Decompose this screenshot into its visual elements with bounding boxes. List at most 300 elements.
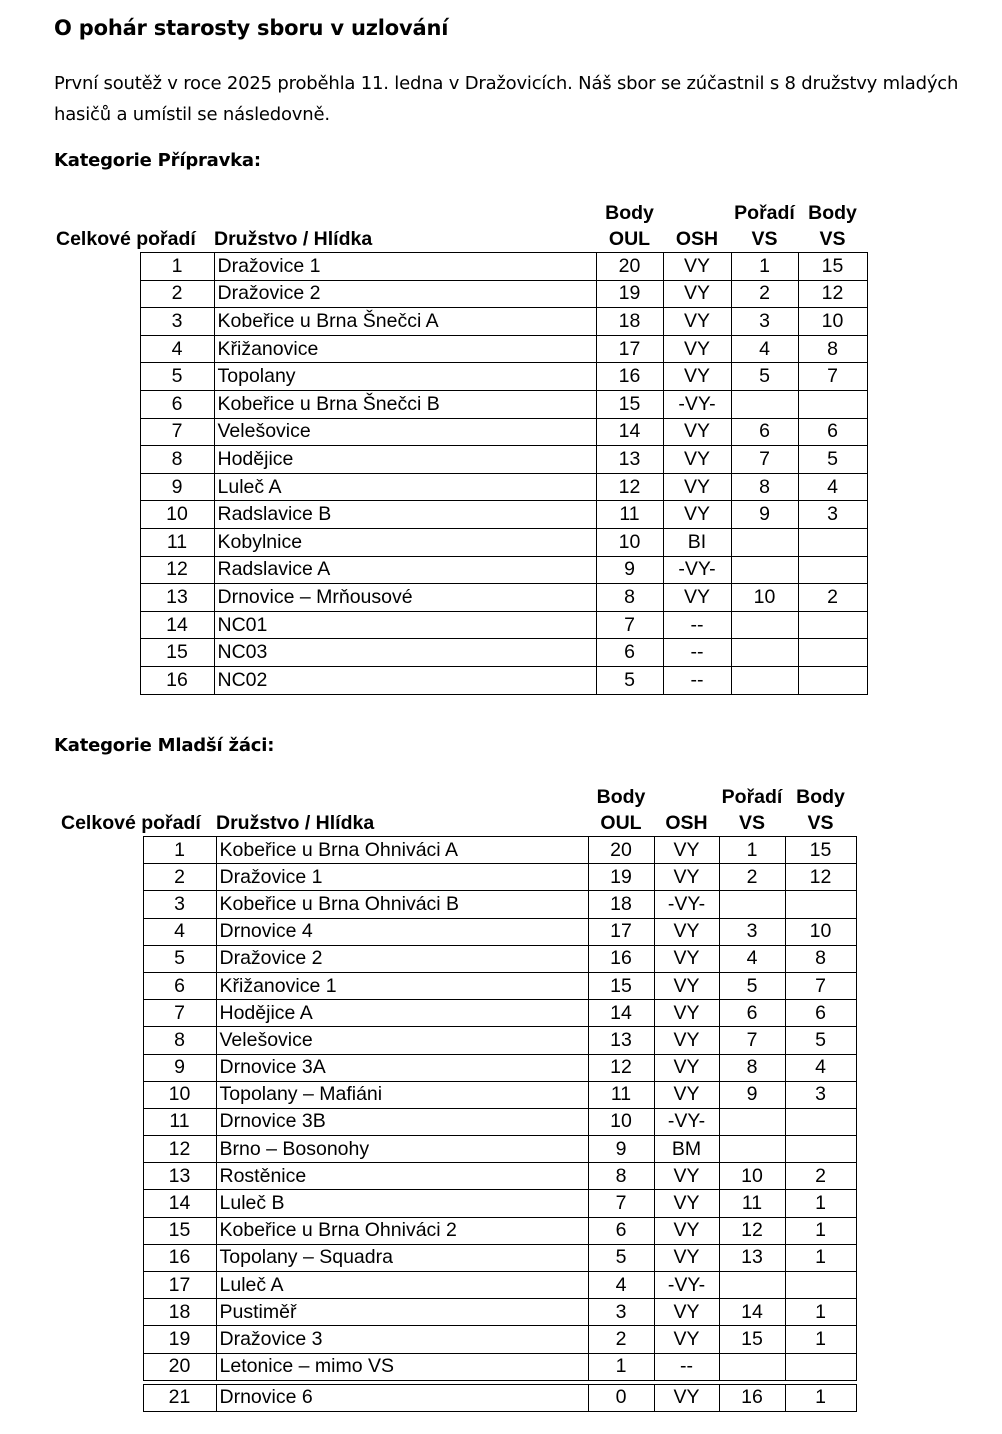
cell-rank: 4 bbox=[143, 918, 216, 945]
cell-osh: VY bbox=[654, 864, 719, 891]
cell-rank: 10 bbox=[143, 1081, 216, 1108]
cell-team: Kobeřice u Brna Ohniváci A bbox=[216, 837, 588, 864]
table-row bbox=[56, 611, 867, 639]
cell-rank: 13 bbox=[140, 584, 214, 612]
cell-poradi-vs bbox=[731, 556, 798, 584]
cell-rank: 12 bbox=[143, 1136, 216, 1163]
cell-osh: -VY- bbox=[663, 390, 731, 418]
cell-rank: 6 bbox=[143, 972, 216, 999]
cell-body-oul: 10 bbox=[588, 1108, 654, 1135]
cell-team: Hodějice bbox=[214, 446, 596, 474]
cell-body-vs: 7 bbox=[785, 972, 856, 999]
cell-team: Luleč B bbox=[216, 1190, 588, 1217]
cell-body-vs bbox=[798, 666, 867, 694]
cell-body-oul: 19 bbox=[588, 864, 654, 891]
cell-body-vs: 3 bbox=[798, 501, 867, 529]
table-row bbox=[61, 1384, 856, 1411]
cell-body-oul: 11 bbox=[588, 1081, 654, 1108]
cell-body-oul: 0 bbox=[588, 1384, 654, 1411]
cell-rank: 8 bbox=[143, 1027, 216, 1054]
cell-poradi-vs: 9 bbox=[719, 1081, 785, 1108]
cell-team: Drnovice 6 bbox=[216, 1384, 588, 1411]
cell-osh: -- bbox=[654, 1353, 719, 1380]
cell-body-oul: 13 bbox=[596, 446, 663, 474]
cell-poradi-vs: 3 bbox=[731, 308, 798, 336]
cell-team: Dražovice 1 bbox=[216, 864, 588, 891]
table-row bbox=[56, 446, 867, 474]
cell-poradi-vs: 6 bbox=[731, 418, 798, 446]
table-row bbox=[61, 1136, 856, 1163]
row-spacer bbox=[56, 418, 140, 446]
header-body-vs-top: Body bbox=[796, 786, 845, 808]
cell-osh: VY bbox=[654, 1000, 719, 1027]
row-spacer bbox=[61, 972, 143, 999]
cell-body-vs: 8 bbox=[798, 335, 867, 363]
cell-body-vs bbox=[785, 1136, 856, 1163]
cell-poradi-vs: 11 bbox=[719, 1190, 785, 1217]
cell-osh: VY bbox=[663, 363, 731, 391]
cell-osh: VY bbox=[654, 837, 719, 864]
cell-rank: 17 bbox=[143, 1272, 216, 1299]
table-row bbox=[56, 418, 867, 446]
cell-poradi-vs bbox=[731, 528, 798, 556]
cell-body-vs bbox=[798, 556, 867, 584]
cell-poradi-vs bbox=[719, 1108, 785, 1135]
results-table-mladsi-zaci bbox=[61, 784, 857, 1412]
table-row bbox=[61, 972, 856, 999]
cell-poradi-vs: 15 bbox=[719, 1326, 785, 1353]
cell-osh: VY bbox=[654, 1081, 719, 1108]
cell-osh: -- bbox=[663, 611, 731, 639]
table-row bbox=[56, 280, 867, 308]
cell-body-oul: 19 bbox=[596, 280, 663, 308]
cell-osh: VY bbox=[663, 584, 731, 612]
cell-poradi-vs bbox=[731, 611, 798, 639]
cell-rank: 4 bbox=[140, 335, 214, 363]
cell-body-vs: 1 bbox=[785, 1384, 856, 1411]
cell-rank: 2 bbox=[143, 864, 216, 891]
row-spacer bbox=[56, 611, 140, 639]
table-row bbox=[61, 1272, 856, 1299]
cell-rank: 21 bbox=[143, 1384, 216, 1411]
cell-body-oul: 3 bbox=[588, 1299, 654, 1326]
cell-team: Topolany – Squadra bbox=[216, 1244, 588, 1271]
row-spacer bbox=[56, 473, 140, 501]
cell-osh: VY bbox=[654, 1326, 719, 1353]
cell-osh: -- bbox=[663, 666, 731, 694]
table-row bbox=[61, 1353, 856, 1380]
table-row bbox=[56, 390, 867, 418]
cell-body-vs bbox=[785, 1108, 856, 1135]
cell-poradi-vs: 8 bbox=[719, 1054, 785, 1081]
cell-poradi-vs bbox=[719, 891, 785, 918]
header-osh: OSH bbox=[665, 812, 708, 834]
table-row bbox=[61, 1108, 856, 1135]
row-spacer bbox=[61, 1217, 143, 1244]
cell-poradi-vs: 13 bbox=[719, 1244, 785, 1271]
cell-body-oul: 12 bbox=[596, 473, 663, 501]
cell-body-vs: 2 bbox=[798, 584, 867, 612]
cell-rank: 1 bbox=[140, 253, 214, 281]
cell-body-vs bbox=[785, 1353, 856, 1380]
cell-poradi-vs: 1 bbox=[719, 837, 785, 864]
row-spacer bbox=[61, 1136, 143, 1163]
table-row bbox=[56, 473, 867, 501]
cell-poradi-vs: 2 bbox=[719, 864, 785, 891]
row-spacer bbox=[61, 1108, 143, 1135]
table-row bbox=[56, 666, 867, 694]
row-spacer bbox=[61, 1384, 143, 1411]
header-poradi-top: Pořadí bbox=[721, 786, 783, 808]
header-oul: OUL bbox=[608, 228, 651, 250]
header-vs2: VS bbox=[807, 812, 834, 834]
cell-poradi-vs: 6 bbox=[719, 1000, 785, 1027]
cell-poradi-vs bbox=[731, 390, 798, 418]
cell-poradi-vs: 10 bbox=[719, 1163, 785, 1190]
cell-rank: 9 bbox=[143, 1054, 216, 1081]
cell-body-oul: 17 bbox=[588, 918, 654, 945]
cell-body-vs: 15 bbox=[798, 253, 867, 281]
row-spacer bbox=[56, 308, 140, 336]
row-spacer bbox=[61, 1326, 143, 1353]
cell-poradi-vs: 14 bbox=[719, 1299, 785, 1326]
row-spacer bbox=[56, 280, 140, 308]
cell-poradi-vs bbox=[719, 1353, 785, 1380]
header-druzstvo: Družstvo / Hlídka bbox=[216, 812, 375, 834]
cell-body-oul: 20 bbox=[588, 837, 654, 864]
cell-rank: 3 bbox=[140, 308, 214, 336]
row-spacer bbox=[61, 1272, 143, 1299]
row-spacer bbox=[61, 1081, 143, 1108]
cell-body-oul: 6 bbox=[596, 639, 663, 667]
cell-body-vs: 10 bbox=[798, 308, 867, 336]
table-row bbox=[61, 1244, 856, 1271]
cell-body-oul: 18 bbox=[596, 308, 663, 336]
header-vs2: VS bbox=[819, 228, 846, 250]
cell-body-vs: 4 bbox=[798, 473, 867, 501]
cell-rank: 18 bbox=[143, 1299, 216, 1326]
cell-osh: VY bbox=[654, 1190, 719, 1217]
header-body-top: Body bbox=[605, 202, 654, 224]
row-spacer bbox=[56, 528, 140, 556]
table-row bbox=[61, 1163, 856, 1190]
cell-poradi-vs: 12 bbox=[719, 1217, 785, 1244]
cell-team: Kobeřice u Brna Ohniváci 2 bbox=[216, 1217, 588, 1244]
cell-poradi-vs: 1 bbox=[731, 253, 798, 281]
table-row bbox=[61, 1190, 856, 1217]
cell-team: Drnovice – Mrňousové bbox=[214, 584, 596, 612]
cell-poradi-vs: 10 bbox=[731, 584, 798, 612]
cell-poradi-vs: 3 bbox=[719, 918, 785, 945]
cell-osh: -- bbox=[663, 639, 731, 667]
cell-body-oul: 16 bbox=[588, 945, 654, 972]
cell-osh: BM bbox=[654, 1136, 719, 1163]
row-spacer bbox=[61, 945, 143, 972]
cell-rank: 9 bbox=[140, 473, 214, 501]
table-row bbox=[56, 556, 867, 584]
cell-osh: VY bbox=[663, 418, 731, 446]
table-row bbox=[61, 837, 856, 864]
cell-team: Drnovice 3B bbox=[216, 1108, 588, 1135]
row-spacer bbox=[56, 446, 140, 474]
cell-osh: VY bbox=[654, 972, 719, 999]
cell-body-oul: 5 bbox=[588, 1244, 654, 1271]
cell-body-vs: 1 bbox=[785, 1217, 856, 1244]
cell-body-oul: 8 bbox=[596, 584, 663, 612]
cell-poradi-vs: 2 bbox=[731, 280, 798, 308]
cell-osh: VY bbox=[663, 308, 731, 336]
cell-osh: -VY- bbox=[654, 891, 719, 918]
cell-team: Luleč A bbox=[214, 473, 596, 501]
cell-team: Kobylnice bbox=[214, 528, 596, 556]
table-row bbox=[56, 639, 867, 667]
cell-body-oul: 1 bbox=[588, 1353, 654, 1380]
cell-body-vs: 5 bbox=[798, 446, 867, 474]
table-row bbox=[56, 335, 867, 363]
cell-body-vs: 7 bbox=[798, 363, 867, 391]
page-title: O pohár starosty sboru v uzlování bbox=[54, 16, 449, 40]
cell-body-vs bbox=[798, 390, 867, 418]
cell-team: Radslavice B bbox=[214, 501, 596, 529]
category-heading-pripravka: Kategorie Přípravka: bbox=[54, 150, 261, 171]
cell-osh: VY bbox=[654, 945, 719, 972]
cell-body-oul: 20 bbox=[596, 253, 663, 281]
cell-body-oul: 15 bbox=[588, 972, 654, 999]
cell-body-oul: 12 bbox=[588, 1054, 654, 1081]
cell-team: Dražovice 2 bbox=[216, 945, 588, 972]
cell-body-oul: 17 bbox=[596, 335, 663, 363]
cell-rank: 7 bbox=[140, 418, 214, 446]
cell-body-oul: 8 bbox=[588, 1163, 654, 1190]
cell-rank: 16 bbox=[140, 666, 214, 694]
header-celkove-poradi: Celkové pořadí bbox=[61, 812, 201, 834]
cell-osh: VY bbox=[654, 1384, 719, 1411]
cell-rank: 6 bbox=[140, 390, 214, 418]
row-spacer bbox=[56, 253, 140, 281]
cell-team: Kobeřice u Brna Šnečci B bbox=[214, 390, 596, 418]
cell-rank: 15 bbox=[140, 639, 214, 667]
cell-rank: 10 bbox=[140, 501, 214, 529]
header-body-vs-top: Body bbox=[808, 202, 857, 224]
cell-body-vs: 8 bbox=[785, 945, 856, 972]
table-row bbox=[61, 945, 856, 972]
cell-team: NC01 bbox=[214, 611, 596, 639]
cell-body-oul: 9 bbox=[596, 556, 663, 584]
cell-rank: 7 bbox=[143, 1000, 216, 1027]
cell-body-oul: 18 bbox=[588, 891, 654, 918]
cell-body-vs: 5 bbox=[785, 1027, 856, 1054]
cell-osh: VY bbox=[663, 335, 731, 363]
cell-team: NC02 bbox=[214, 666, 596, 694]
cell-rank: 8 bbox=[140, 446, 214, 474]
cell-team: Křižanovice bbox=[214, 335, 596, 363]
cell-osh: VY bbox=[663, 280, 731, 308]
cell-poradi-vs: 4 bbox=[719, 945, 785, 972]
header-body-top: Body bbox=[596, 786, 646, 808]
cell-team: Dražovice 1 bbox=[214, 253, 596, 281]
cell-rank: 19 bbox=[143, 1326, 216, 1353]
cell-body-oul: 2 bbox=[588, 1326, 654, 1353]
cell-osh: -VY- bbox=[654, 1272, 719, 1299]
table-row bbox=[56, 253, 867, 281]
cell-team: Brno – Bosonohy bbox=[216, 1136, 588, 1163]
table-row bbox=[61, 1081, 856, 1108]
row-spacer bbox=[61, 918, 143, 945]
cell-osh: VY bbox=[654, 1054, 719, 1081]
header-celkove-poradi: Celkové pořadí bbox=[56, 228, 196, 250]
cell-body-vs: 3 bbox=[785, 1081, 856, 1108]
cell-rank: 14 bbox=[143, 1190, 216, 1217]
table-row bbox=[61, 1027, 856, 1054]
cell-team: Velešovice bbox=[216, 1027, 588, 1054]
cell-osh: VY bbox=[654, 1217, 719, 1244]
cell-rank: 5 bbox=[143, 945, 216, 972]
cell-body-vs: 1 bbox=[785, 1190, 856, 1217]
cell-rank: 16 bbox=[143, 1244, 216, 1271]
header-vs: VS bbox=[751, 228, 778, 250]
intro-paragraph: První soutěž v roce 2025 proběhla 11. ledna v Dražovicích. Náš sbor se zúčastnil s 8 družstvy mladých hasičů a umístil se následovně. bbox=[54, 73, 959, 125]
header-poradi-top: Pořadí bbox=[734, 202, 795, 224]
row-spacer bbox=[56, 363, 140, 391]
cell-team: Drnovice 3A bbox=[216, 1054, 588, 1081]
table-row bbox=[61, 891, 856, 918]
table-row bbox=[61, 1326, 856, 1353]
row-spacer bbox=[56, 390, 140, 418]
table-row bbox=[61, 1217, 856, 1244]
cell-team: Křižanovice 1 bbox=[216, 972, 588, 999]
cell-team: Topolany – Mafiáni bbox=[216, 1081, 588, 1108]
cell-poradi-vs: 4 bbox=[731, 335, 798, 363]
cell-poradi-vs: 5 bbox=[731, 363, 798, 391]
table-row bbox=[61, 1000, 856, 1027]
cell-poradi-vs: 8 bbox=[731, 473, 798, 501]
category-heading-mladsi-zaci: Kategorie Mladší žáci: bbox=[54, 735, 275, 756]
cell-body-oul: 5 bbox=[596, 666, 663, 694]
cell-body-oul: 10 bbox=[596, 528, 663, 556]
cell-body-oul: 7 bbox=[588, 1190, 654, 1217]
row-spacer bbox=[56, 501, 140, 529]
cell-team: Letonice – mimo VS bbox=[216, 1353, 588, 1380]
row-spacer bbox=[61, 1244, 143, 1271]
cell-rank: 11 bbox=[140, 528, 214, 556]
row-spacer bbox=[56, 556, 140, 584]
cell-body-oul: 14 bbox=[596, 418, 663, 446]
cell-body-vs: 1 bbox=[785, 1244, 856, 1271]
cell-body-vs bbox=[785, 891, 856, 918]
cell-body-vs: 6 bbox=[798, 418, 867, 446]
cell-poradi-vs: 9 bbox=[731, 501, 798, 529]
cell-team: Pustiměř bbox=[216, 1299, 588, 1326]
cell-body-vs bbox=[798, 639, 867, 667]
cell-body-oul: 7 bbox=[596, 611, 663, 639]
cell-team: Luleč A bbox=[216, 1272, 588, 1299]
table-row bbox=[56, 528, 867, 556]
cell-body-vs bbox=[798, 611, 867, 639]
cell-rank: 1 bbox=[143, 837, 216, 864]
row-spacer bbox=[61, 1027, 143, 1054]
cell-body-oul: 15 bbox=[596, 390, 663, 418]
row-spacer bbox=[61, 837, 143, 864]
cell-team: Velešovice bbox=[214, 418, 596, 446]
cell-poradi-vs: 16 bbox=[719, 1384, 785, 1411]
table-row bbox=[61, 1299, 856, 1326]
cell-rank: 5 bbox=[140, 363, 214, 391]
cell-body-oul: 9 bbox=[588, 1136, 654, 1163]
row-spacer bbox=[61, 891, 143, 918]
cell-osh: VY bbox=[663, 501, 731, 529]
cell-body-oul: 13 bbox=[588, 1027, 654, 1054]
cell-osh: VY bbox=[654, 1244, 719, 1271]
cell-body-vs bbox=[785, 1272, 856, 1299]
cell-osh: -VY- bbox=[663, 556, 731, 584]
cell-rank: 14 bbox=[140, 611, 214, 639]
cell-body-vs: 15 bbox=[785, 837, 856, 864]
cell-osh: VY bbox=[663, 446, 731, 474]
cell-rank: 15 bbox=[143, 1217, 216, 1244]
cell-body-vs: 4 bbox=[785, 1054, 856, 1081]
header-osh: OSH bbox=[675, 228, 719, 250]
table-row bbox=[56, 501, 867, 529]
cell-body-vs: 2 bbox=[785, 1163, 856, 1190]
table-row bbox=[56, 584, 867, 612]
table-row bbox=[56, 363, 867, 391]
cell-poradi-vs bbox=[719, 1136, 785, 1163]
cell-poradi-vs: 7 bbox=[731, 446, 798, 474]
cell-osh: VY bbox=[654, 918, 719, 945]
cell-osh: VY bbox=[663, 473, 731, 501]
cell-osh: -VY- bbox=[654, 1108, 719, 1135]
table-row bbox=[56, 308, 867, 336]
cell-body-vs: 6 bbox=[785, 1000, 856, 1027]
table-row bbox=[61, 918, 856, 945]
row-spacer bbox=[61, 1000, 143, 1027]
cell-body-oul: 14 bbox=[588, 1000, 654, 1027]
cell-team: Kobeřice u Brna Ohniváci B bbox=[216, 891, 588, 918]
row-spacer bbox=[56, 335, 140, 363]
row-spacer bbox=[61, 1190, 143, 1217]
row-spacer bbox=[56, 666, 140, 694]
header-vs: VS bbox=[738, 812, 765, 834]
cell-body-oul: 4 bbox=[588, 1272, 654, 1299]
cell-body-vs: 1 bbox=[785, 1299, 856, 1326]
cell-poradi-vs bbox=[731, 666, 798, 694]
table-row bbox=[61, 1054, 856, 1081]
cell-team: Dražovice 2 bbox=[214, 280, 596, 308]
header-oul: OUL bbox=[600, 812, 642, 834]
row-spacer bbox=[56, 584, 140, 612]
cell-poradi-vs: 7 bbox=[719, 1027, 785, 1054]
cell-team: Radslavice A bbox=[214, 556, 596, 584]
cell-osh: VY bbox=[654, 1299, 719, 1326]
cell-rank: 20 bbox=[143, 1353, 216, 1380]
row-spacer bbox=[61, 864, 143, 891]
row-spacer bbox=[61, 1299, 143, 1326]
cell-body-vs: 1 bbox=[785, 1326, 856, 1353]
results-table-pripravka bbox=[56, 200, 868, 695]
cell-body-oul: 16 bbox=[596, 363, 663, 391]
header-druzstvo: Družstvo / Hlídka bbox=[214, 228, 373, 250]
cell-body-vs: 12 bbox=[785, 864, 856, 891]
cell-team: Topolany bbox=[214, 363, 596, 391]
cell-team: Hodějice A bbox=[216, 1000, 588, 1027]
cell-body-oul: 11 bbox=[596, 501, 663, 529]
cell-team: Drnovice 4 bbox=[216, 918, 588, 945]
cell-osh: VY bbox=[654, 1163, 719, 1190]
cell-body-vs: 12 bbox=[798, 280, 867, 308]
cell-rank: 3 bbox=[143, 891, 216, 918]
cell-team: Rostěnice bbox=[216, 1163, 588, 1190]
cell-poradi-vs bbox=[731, 639, 798, 667]
